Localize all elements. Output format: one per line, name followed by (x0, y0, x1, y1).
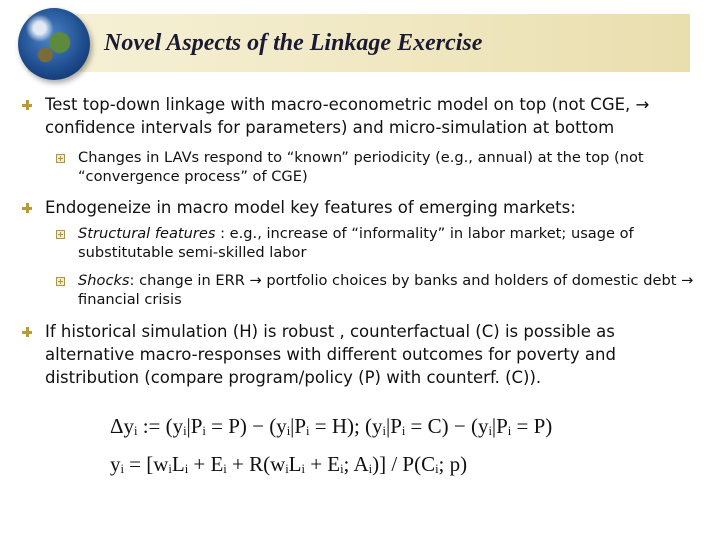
globe-icon (18, 8, 90, 80)
sub-bullet-2-2-text-c: financial crisis (78, 291, 182, 308)
bullet-icon (22, 203, 32, 213)
sub-bullet-1-1: Changes in LAVs respond to “known” periodicity (e.g., annual) at the top (not “convergence process” of CGE) (78, 149, 644, 185)
sub-bullet-2-1-italic: Structural features (78, 225, 216, 242)
sub-bullet-2-2-text-b: portfolio choices by banks and holders of domestic debt (261, 272, 682, 289)
sub-bullet-2-2-italic: Shocks (78, 272, 130, 289)
subbullet-icon (56, 230, 65, 239)
arrow-icon: → (249, 272, 262, 289)
bullet-text-3: If historical simulation (H) is robust , counterfactual (C) is possible as alternative macro-responses with different outcomes for poverty and distribution (compare program/policy (P) with counterf. (C)). (45, 322, 616, 387)
arrow-icon: → (635, 95, 650, 114)
subbullet-icon (56, 154, 65, 163)
sub-bullet-2-1-text: : e.g., increase of “informality” in labor market; usage of substitutable semi-skilled labor (78, 225, 634, 261)
slide-title: Novel Aspects of the Linkage Exercise (104, 30, 483, 56)
bullet-icon (22, 100, 32, 110)
bullet-1-text-b: confidence intervals for parameters) and micro-simulation at bottom (45, 118, 615, 137)
sub-bullet-2-1 (78, 224, 698, 262)
equation-2: yᵢ = [wᵢLᵢ + Eᵢ + R(wᵢLᵢ + Eᵢ; Aᵢ)] / P(Cᵢ; p) (110, 452, 468, 476)
equation-1: Δyᵢ := (yᵢ|Pᵢ = P) − (yᵢ|Pᵢ = H); (yᵢ|Pᵢ = C) − (yᵢ|Pᵢ = P) (110, 414, 553, 438)
sub-bullet-2-2-text-a: : change in ERR (129, 272, 250, 289)
subbullet-icon (56, 277, 65, 286)
bullet-text-2: Endogeneize in macro model key features of emerging markets: (45, 198, 576, 217)
sub-bullet-2-2 (78, 271, 698, 309)
bullet-1-text-a: Test top-down linkage with macro-econometric model on top (not CGE, (45, 95, 636, 114)
bullet-icon (22, 327, 32, 337)
bullet-text-1 (45, 93, 695, 139)
arrow-icon: → (681, 272, 694, 289)
